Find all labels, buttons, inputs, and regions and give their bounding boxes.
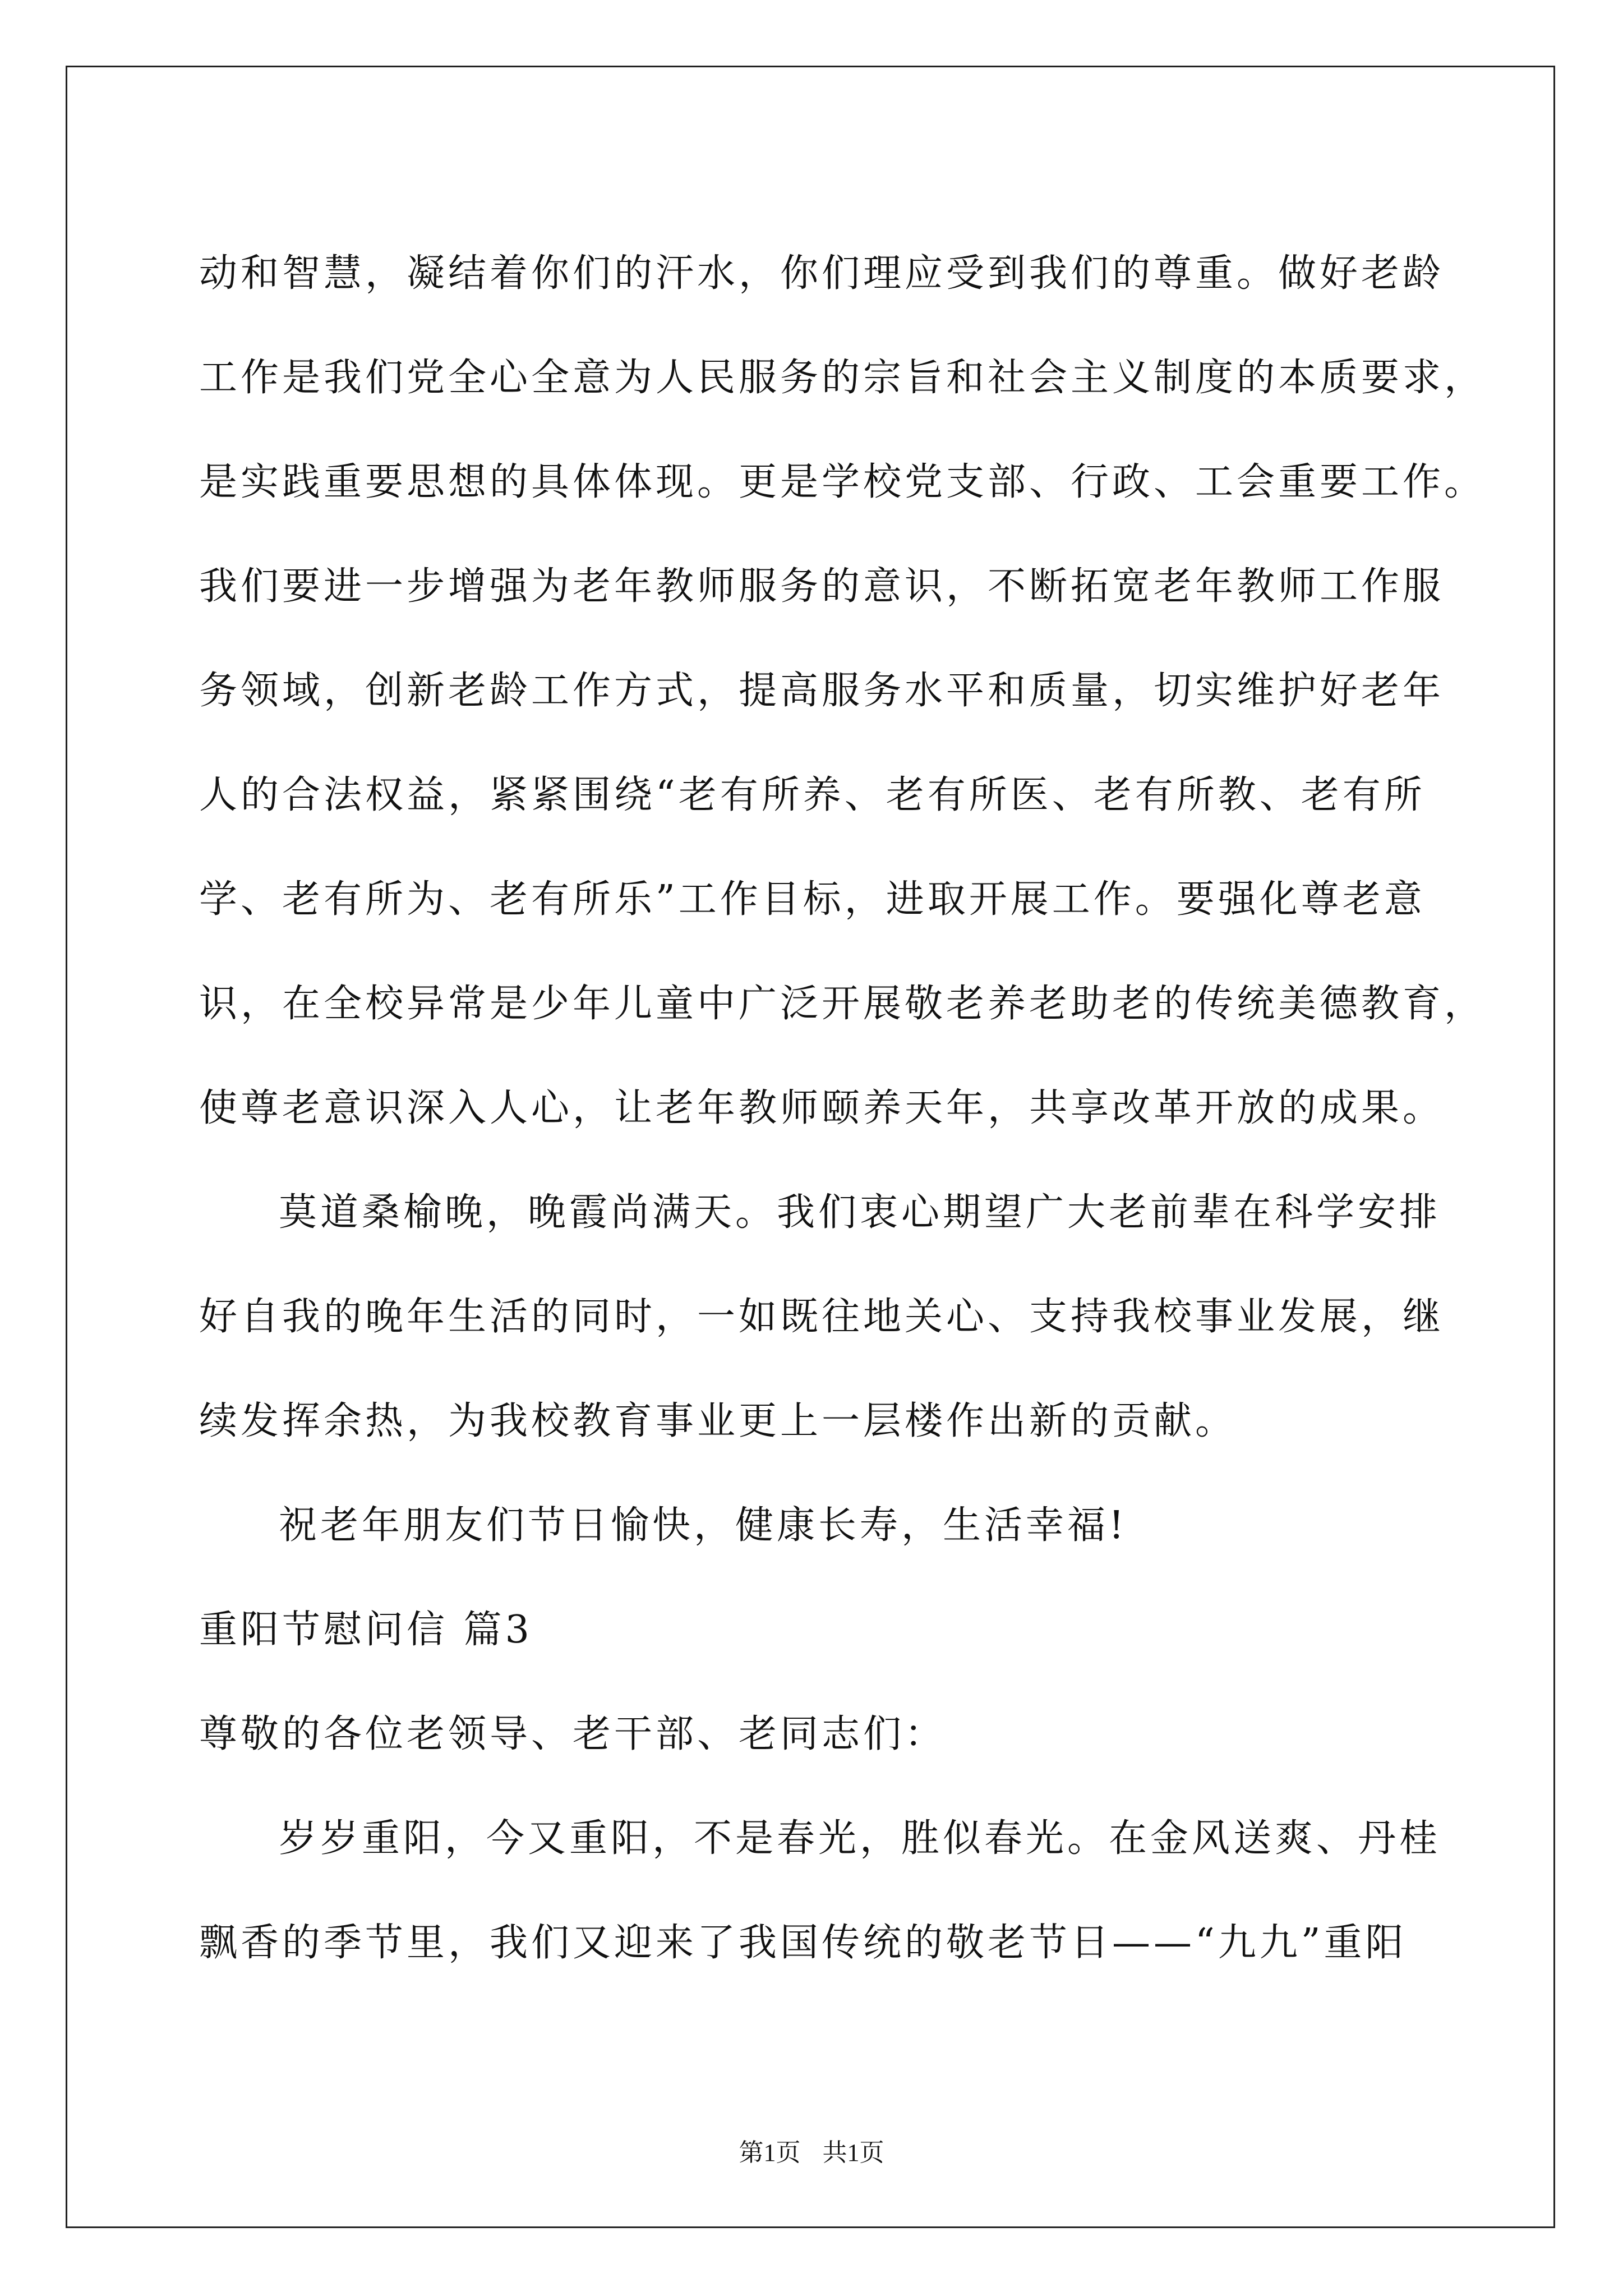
salutation-line: 尊敬的各位老领导、老干部、老同志们： [199, 1712, 947, 1756]
body-line: 务领域，创新老龄工作方式，提高服务水平和质量，切实维护好老年 [199, 669, 1445, 713]
body-line: 是实践重要思想的具体体现。更是学校党支部、行政、工会重要工作。 [199, 460, 1486, 504]
body-line: 工作是我们党全心全意为人民服务的宗旨和社会主义制度的本质要求， [199, 356, 1486, 400]
page-footer [0, 2136, 1623, 2170]
document-body [199, 222, 1486, 1995]
page-number: 第1页 [739, 2139, 801, 2166]
paragraph-start-line: 莫道桑榆晚，晚霞尚满天。我们衷心期望广大老前辈在科学安排 [279, 1190, 1441, 1235]
body-line: 飘香的季节里，我们又迎来了我国传统的敬老节日——“九九”重阳 [199, 1921, 1407, 1965]
body-line: 学、老有所为、老有所乐”工作目标，进取开展工作。要强化尊老意 [199, 877, 1426, 922]
body-line: 续发挥余热，为我校教育事业更上一层楼作出新的贡献。 [199, 1399, 1237, 1443]
body-line: 好自我的晚年生活的同时，一如既往地关心、支持我校事业发展，继 [199, 1295, 1445, 1339]
body-line: 动和智慧，凝结着你们的汗水，你们理应受到我们的尊重。做好老龄 [199, 251, 1445, 296]
paragraph-start-line: 岁岁重阳，今又重阳，不是春光，胜似春光。在金风送爽、丹桂 [279, 1816, 1441, 1861]
section-heading: 重阳节慰问信 篇3 [199, 1608, 533, 1652]
body-line: 使尊老意识深入人心，让老年教师颐养天年，共享改革开放的成果。 [199, 1086, 1445, 1130]
body-line: 人的合法权益，紧紧围绕“老有所养、老有所医、老有所教、老有所 [199, 773, 1426, 817]
total-pages: 共1页 [822, 2139, 884, 2166]
body-line: 我们要进一步增强为老年教师服务的意识，不断拓宽老年教师工作服 [199, 564, 1445, 609]
closing-wishes-line: 祝老年朋友们节日愉快，健康长寿，生活幸福! [279, 1503, 1128, 1548]
body-line: 识，在全校异常是少年儿童中广泛开展敬老养老助老的传统美德教育， [199, 982, 1486, 1026]
